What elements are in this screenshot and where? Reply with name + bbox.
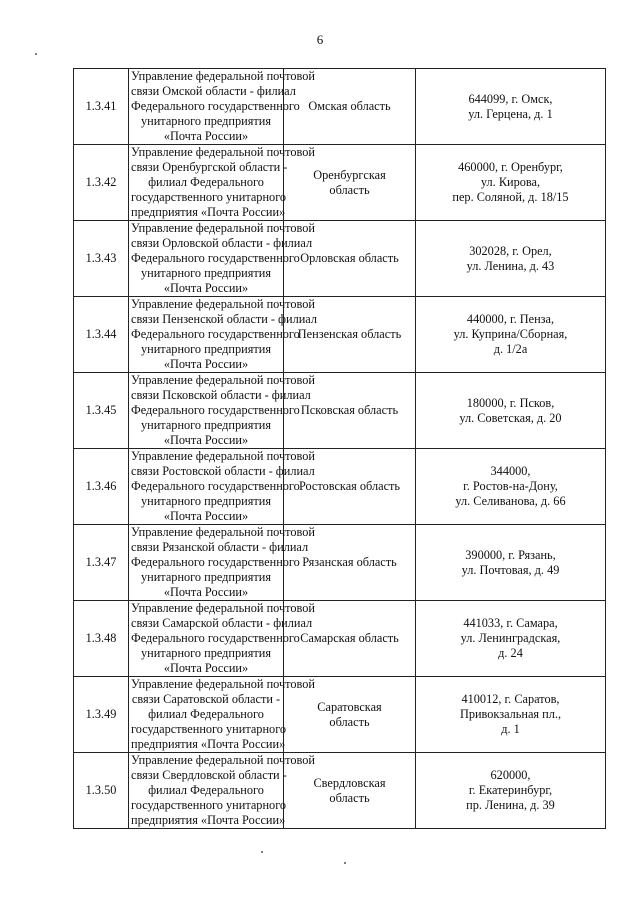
organization-name: Управление федеральной почтовой связи Саратовской области - филиал Федерального государственного унитарного предприятия «Почта России» (129, 677, 284, 753)
organization-name: Управление федеральной почтовой связи Псковской области - филиал Федерального государственного унитарного предприятия «Почта России» (129, 373, 284, 449)
region-name: Пензенская область (284, 297, 416, 373)
row-number: 1.3.47 (74, 525, 129, 601)
postal-address: 644099, г. Омск, ул. Герцена, д. 1 (416, 69, 606, 145)
postal-address: 302028, г. Орел, ул. Ленина, д. 43 (416, 221, 606, 297)
postal-address: 390000, г. Рязань, ул. Почтовая, д. 49 (416, 525, 606, 601)
region-name: Рязанская область (284, 525, 416, 601)
organization-name: Управление федеральной почтовой связи Оренбургской области - филиал Федерального государственного унитарного предприятия «Почта России» (129, 145, 284, 221)
organization-name: Управление федеральной почтовой связи Самарской области - филиал Федерального государственного унитарного предприятия «Почта России» (129, 601, 284, 677)
row-number: 1.3.48 (74, 601, 129, 677)
scan-speck (261, 851, 263, 853)
row-number: 1.3.45 (74, 373, 129, 449)
organization-name: Управление федеральной почтовой связи Свердловской области - филиал Федерального государственного унитарного предприятия «Почта России» (129, 753, 284, 829)
table-row (74, 525, 606, 601)
table-row (74, 373, 606, 449)
table-row (74, 449, 606, 525)
row-number: 1.3.43 (74, 221, 129, 297)
scan-speck (35, 53, 37, 55)
table-row (74, 145, 606, 221)
region-name: Орловская область (284, 221, 416, 297)
region-name: Омская область (284, 69, 416, 145)
branches-table (73, 68, 606, 829)
page-number: 6 (316, 32, 324, 47)
table-row (74, 601, 606, 677)
region-name: Самарская область (284, 601, 416, 677)
region-name: Оренбургская область (284, 145, 416, 221)
postal-address: 344000, г. Ростов-на-Дону, ул. Селиванова, д. 66 (416, 449, 606, 525)
organization-name: Управление федеральной почтовой связи Ростовской области - филиал Федерального государственного унитарного предприятия «Почта России» (129, 449, 284, 525)
row-number: 1.3.49 (74, 677, 129, 753)
region-name: Свердловская область (284, 753, 416, 829)
postal-address: 620000, г. Екатеринбург, пр. Ленина, д. 39 (416, 753, 606, 829)
postal-address: 180000, г. Псков, ул. Советская, д. 20 (416, 373, 606, 449)
table-row (74, 753, 606, 829)
region-name: Ростовская область (284, 449, 416, 525)
postal-address: 460000, г. Оренбург, ул. Кирова, пер. Соляной, д. 18/15 (416, 145, 606, 221)
organization-name: Управление федеральной почтовой связи Орловской области - филиал Федерального государственного унитарного предприятия «Почта России» (129, 221, 284, 297)
postal-address: 440000, г. Пенза, ул. Куприна/Сборная, д. 1/2а (416, 297, 606, 373)
row-number: 1.3.42 (74, 145, 129, 221)
table-row (74, 677, 606, 753)
postal-address: 441033, г. Самара, ул. Ленинградская, д. 24 (416, 601, 606, 677)
scan-speck (344, 862, 346, 864)
row-number: 1.3.50 (74, 753, 129, 829)
organization-name: Управление федеральной почтовой связи Рязанской области - филиал Федерального государственного унитарного предприятия «Почта России» (129, 525, 284, 601)
table-row (74, 69, 606, 145)
row-number: 1.3.46 (74, 449, 129, 525)
region-name: Саратовская область (284, 677, 416, 753)
table-row (74, 297, 606, 373)
organization-name: Управление федеральной почтовой связи Омской области - филиал Федерального государственного унитарного предприятия «Почта России» (129, 69, 284, 145)
table-body (74, 69, 606, 829)
region-name: Псковская область (284, 373, 416, 449)
postal-address: 410012, г. Саратов, Привокзальная пл., д. 1 (416, 677, 606, 753)
organization-name: Управление федеральной почтовой связи Пензенской области - филиал Федерального государственного унитарного предприятия «Почта России» (129, 297, 284, 373)
row-number: 1.3.41 (74, 69, 129, 145)
table-row (74, 221, 606, 297)
row-number: 1.3.44 (74, 297, 129, 373)
